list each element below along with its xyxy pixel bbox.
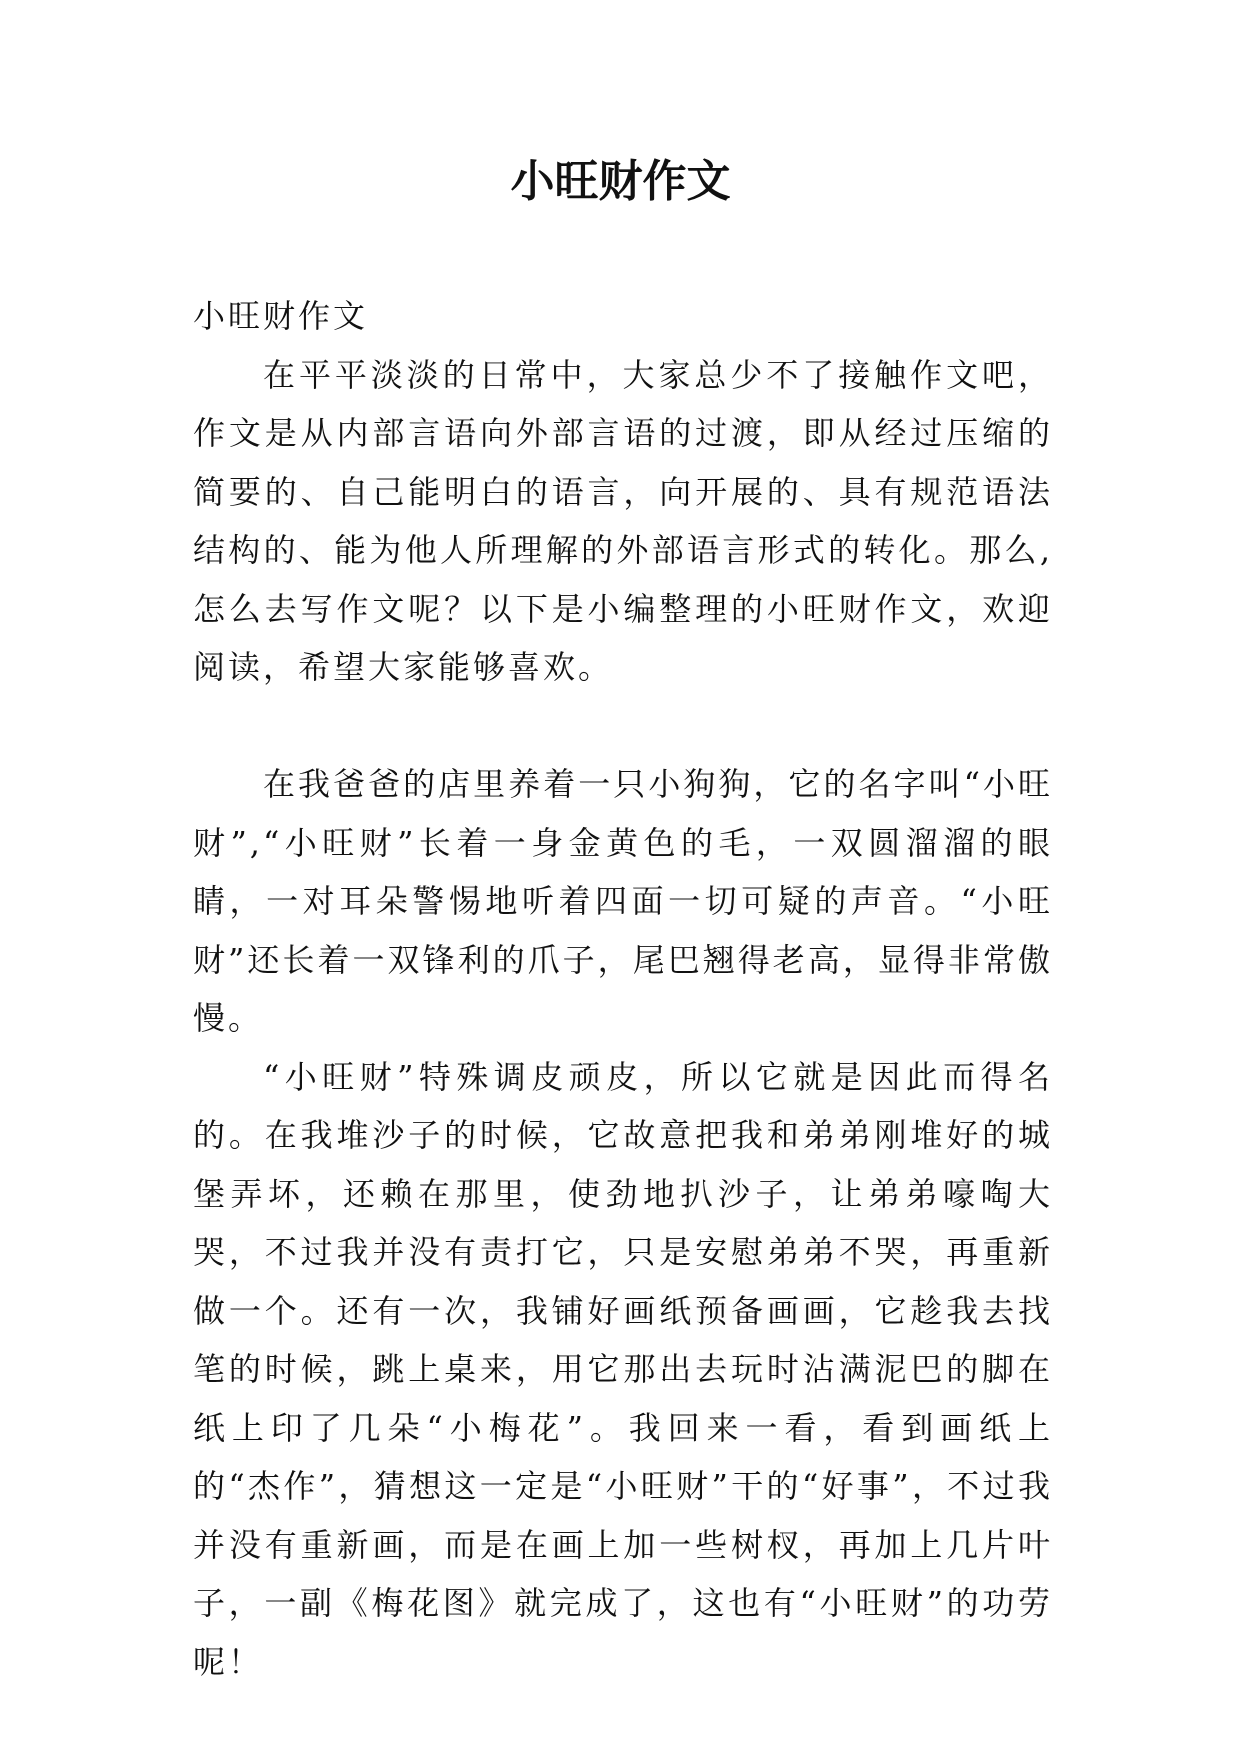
document-body [193,287,1053,1691]
document-title: 小旺财作文 [510,156,731,207]
document-subtitle: 小旺财作文 [193,297,369,335]
intro-paragraph: 在平平淡淡的日常中，大家总少不了接触作文吧，作文是从内部言语向外部言语的过渡，即从经过压缩的简要的、自己能明白的语言，向开展的、具有规范语法结构的、能为他人所理解的外部语言形式的转化。那么,怎么去写作文呢？以下是小编整理的小旺财作文，欢迎阅读，希望大家能够喜欢。 [193,355,1053,686]
paragraph-spacer [193,697,1053,756]
body-paragraph-1: 在我爸爸的店里养着一只小狗狗，它的名字叫“小旺财”,“小旺财”长着一身金黄色的毛，一双圆溜溜的眼睛，一对耳朵警惕地听着四面一切可疑的声音。“小旺财”还长着一双锋利的爪子，尾巴翘得老高，显得非常傲慢。 [193,765,1053,1037]
body-paragraph-2: “小旺财”特殊调皮顽皮，所以它就是因此而得名的。在我堆沙子的时候，它故意把我和弟弟刚堆好的城堡弄坏，还赖在那里，使劲地扒沙子，让弟弟嚎啕大哭，不过我并没有责打它，只是安慰弟弟不哭，再重新做一个。还有一次，我铺好画纸预备画画，它趁我去找笔的时候，跳上桌来，用它那出去玩时沾满泥巴的脚在纸上印了几朵“小梅花”。我回来一看，看到画纸上的“杰作”，猜想这一定是“小旺财”干的“好事”，不过我并没有重新画，而是在画上加一些树杈，再加上几片叶子，一副《梅花图》就完成了，这也有“小旺财”的功劳呢！ [193,1057,1053,1681]
